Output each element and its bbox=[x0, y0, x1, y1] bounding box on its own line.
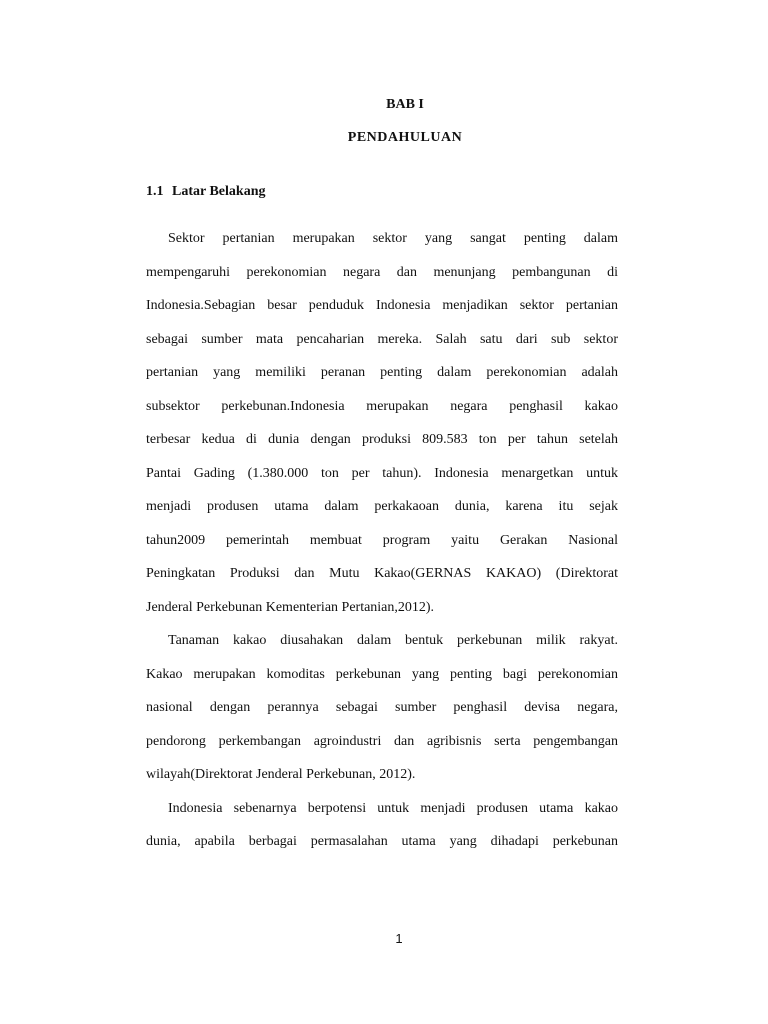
body-line: terbesar kedua di dunia dengan produksi 809.583 ton per tahun setelah bbox=[146, 432, 618, 447]
body-line: menjadi produsen utama dalam perkakaoan dunia, karena itu sejak bbox=[146, 499, 618, 514]
body-line: mempengaruhi perekonomian negara dan menunjang pembangunan di bbox=[146, 264, 618, 280]
chapter-number: BAB I bbox=[386, 97, 424, 112]
body-text bbox=[146, 222, 618, 859]
body-line: sebagai sumber mata pencaharian mereka. Salah satu dari sub sektor bbox=[146, 331, 618, 347]
body-line: wilayah(Direktorat Jenderal Perkebunan, 2012). bbox=[146, 767, 416, 782]
body-line: Kakao merupakan komoditas perkebunan yang penting bagi perekonomian bbox=[146, 666, 618, 682]
body-line: Peningkatan Produksi dan Mutu Kakao(GERNAS KAKAO) (Direktorat bbox=[146, 566, 618, 581]
body-line: nasional dengan perannya sebagai sumber penghasil devisa negara, bbox=[146, 700, 618, 715]
body-line: tahun2009 pemerintah membuat program yaitu Gerakan Nasional bbox=[146, 532, 618, 548]
body-line: Tanaman kakao diusahakan dalam bentuk perkebunan milik rakyat. bbox=[168, 633, 618, 648]
body-line: Indonesia.Sebagian besar penduduk Indonesia menjadikan sektor pertanian bbox=[146, 298, 618, 313]
body-line: pendorong perkembangan agroindustri dan agribisnis serta pengembangan bbox=[146, 733, 618, 749]
body-line: Indonesia sebenarnya berpotensi untuk menjadi produsen utama kakao bbox=[168, 800, 618, 816]
body-line: subsektor perkebunan.Indonesia merupakan negara penghasil kakao bbox=[146, 398, 618, 414]
body-line: Jenderal Perkebunan Kementerian Pertanian,2012). bbox=[146, 599, 435, 615]
body-line: Pantai Gading (1.380.000 ton per tahun). Indonesia menargetkan untuk bbox=[146, 465, 618, 481]
page-number: 1 bbox=[395, 931, 403, 946]
section-number: 1.1 bbox=[146, 184, 164, 199]
section-title: Latar Belakang bbox=[172, 184, 266, 199]
chapter-title: PENDAHULUAN bbox=[347, 130, 463, 145]
section-heading bbox=[146, 184, 265, 200]
body-line: Sektor pertanian merupakan sektor yang sangat penting dalam bbox=[168, 231, 618, 246]
body-line: pertanian yang memiliki peranan penting dalam perekonomian adalah bbox=[146, 365, 618, 380]
body-line: dunia, apabila berbagai permasalahan utama yang dihadapi perkebunan bbox=[146, 834, 618, 849]
